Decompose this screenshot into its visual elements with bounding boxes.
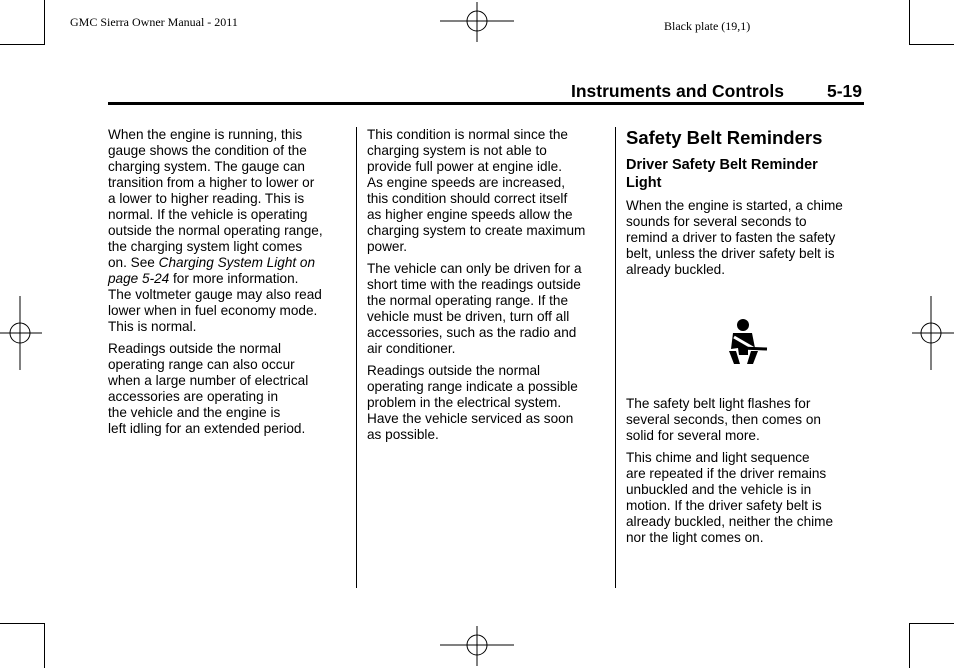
safety-belt-icon xyxy=(722,318,768,368)
paragraph: Readings outside the normal operating range can also occur when a large number of electrical accessories are operating in the vehicle and the engine is left idling for an extended period. xyxy=(108,341,309,436)
column-3 xyxy=(626,127,864,552)
plate-label: Black plate (19,1) xyxy=(664,19,751,33)
paragraph: The vehicle can only be driven for a short time with the readings outside the normal operating range. If the vehicle must be driven, turn off all accessories, such as the radio and air conditioner. xyxy=(367,261,582,356)
section-heading: Safety Belt Reminders xyxy=(626,127,823,148)
cross-reference-link[interactable]: Charging System Light on xyxy=(158,255,316,270)
paragraph: The safety belt light flashes for several seconds, then comes on solid for several more. xyxy=(626,396,821,443)
column-2 xyxy=(367,127,605,449)
registration-mark-right xyxy=(912,296,954,370)
registration-mark-left xyxy=(0,296,42,370)
cross-reference-page[interactable]: page 5-24 xyxy=(108,271,170,286)
registration-mark-bottom xyxy=(440,626,514,666)
column-1 xyxy=(108,127,344,443)
paragraph: This condition is normal since the charging system is not able to provide full power at engine idle. As engine speeds are increased, this condition should correct itself as higher engine speeds allow the charging system to create maximum power. xyxy=(367,127,586,254)
subsection-heading: Driver Safety Belt Reminder Light xyxy=(626,157,818,191)
paragraph: When the engine is running, this gauge shows the condition of the charging system. The gauge can transition from a higher to lower or a lower to higher reading. This is normal. If the vehicle is operating outside the normal operating range, the charging system light comes on. See Charging System Light on page 5-24 for more information. The voltmeter gauge may also read lower when in fuel economy mode. This is normal. xyxy=(108,127,323,334)
paragraph: Readings outside the normal operating range indicate a possible problem in the electrical system. Have the vehicle serviced as soon as possible. xyxy=(367,363,578,442)
header-rule xyxy=(108,102,864,105)
paragraph: This chime and light sequence are repeated if the driver remains unbuckled and the vehicle is in motion. If the driver safety belt is already buckled, neither the chime nor the light comes on. xyxy=(626,450,834,545)
section-title: Instruments and Controls xyxy=(571,81,784,101)
column-divider xyxy=(615,127,616,588)
page-number: 5-19 xyxy=(827,81,863,101)
column-divider xyxy=(356,127,357,588)
registration-mark-top xyxy=(440,2,514,42)
manual-title: GMC Sierra Owner Manual - 2011 xyxy=(70,15,238,29)
paragraph: When the engine is started, a chime sounds for several seconds to remind a driver to fasten the safety belt, unless the driver safety belt is already buckled. xyxy=(626,198,843,277)
